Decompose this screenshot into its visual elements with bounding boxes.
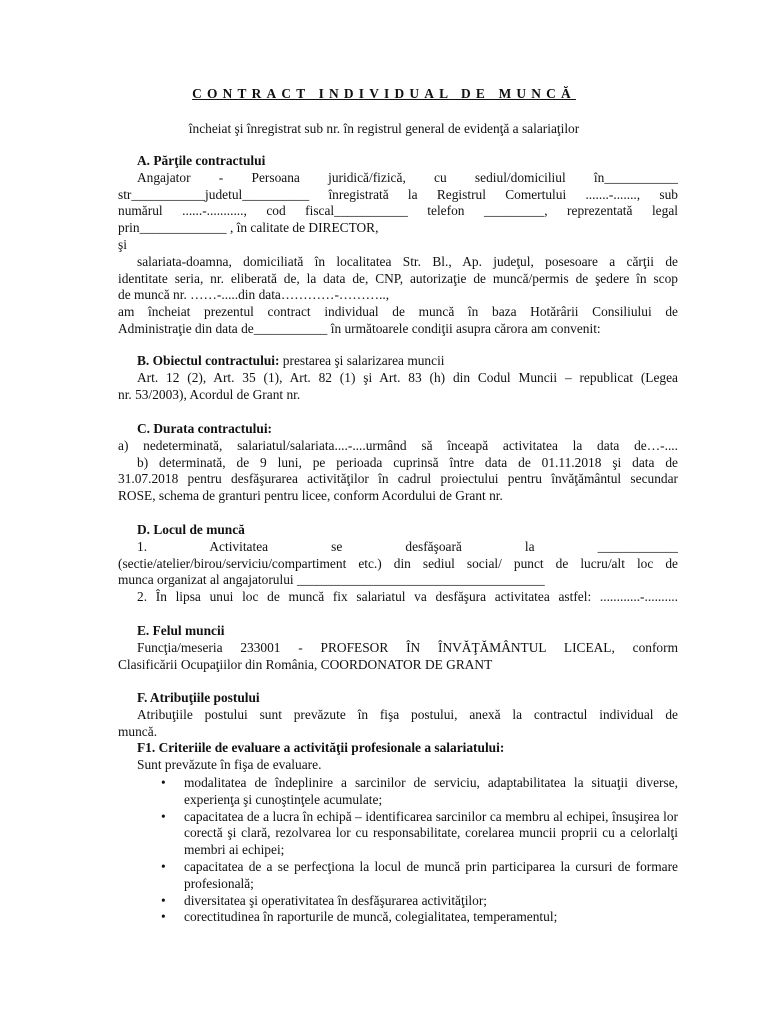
section-b (118, 353, 678, 403)
section-a-line: numărul ......-..........., cod fiscal___________ telefon _________, reprezentată legal (118, 203, 678, 219)
contract-title: CONTRACT INDIVIDUAL DE MUNCĂ (192, 86, 576, 101)
section-c-line-a: a) nedeterminată, salariatul/salariata....-....urmând să înceapă activitatea la data de…-.... (118, 437, 678, 453)
section-c-line-b: b) determinată, de 9 luni, pe perioada cuprinsă între data de 01.11.2018 şi data de (137, 454, 678, 470)
section-f-line: muncă. (118, 723, 158, 739)
f1-heading: F1. Criteriile de evaluare a activităţii profesionale a salariatului: (137, 740, 505, 756)
list-item: • capacitatea de a se perfecţiona la locul de muncă prin participarea la cursuri de formare profesională; (161, 859, 678, 893)
list-item: • capacitatea de a lucra în echipă – identificarea sarcinilor ca membru al echipei, însuşirea lor corectă şi clară, rezolvarea lor cu responsabilitate, corelarea muncii proprii cu a celorlalţi membri ai echipei; (161, 809, 678, 859)
section-b-line: nr. 53/2003), Acordul de Grant nr. (118, 386, 301, 402)
employee-line: Administraţie din data de___________ în următoarele condiţii asupra cărora am convenit: (118, 320, 601, 336)
section-e-heading: E. Felul muncii (137, 623, 225, 638)
section-b-heading-rest: prestarea şi salarizarea muncii (279, 353, 445, 368)
section-d-line: (sectie/atelier/birou/serviciu/compartiment etc.) din sediul social/ punct de lucru/alt loc de (118, 555, 678, 571)
section-b-heading: B. Obiectul contractului: (137, 353, 280, 368)
section-e (118, 623, 678, 673)
section-a-line: str___________judetul__________ înregistrată la Registrul Comertului .......-......., sub (118, 186, 678, 202)
section-c-line-b: ROSE, schema de granturi pentru licee, conform Acordului de Grant nr. (118, 488, 503, 504)
criteria-list (161, 775, 678, 926)
section-e-line: Funcţia/meseria 233001 - PROFESOR ÎN ÎNVĂŢĂMÂNTUL LICEAL, conform (137, 639, 678, 655)
section-c-line-b: 31.07.2018 pentru desfăşurarea activităţilor în cadrul proiectului pentru învăţământul secundar (118, 471, 678, 487)
section-d-line: 1. Activitatea se desfăşoară la ____________ (137, 538, 678, 554)
section-f-heading: F. Atribuţiile postului (137, 690, 260, 705)
contract-subtitle: încheiat şi înregistrat sub nr. în registrul general de evidenţă a salariaţilor (188, 121, 580, 136)
f1-intro: Sunt prevăzute în fişa de evaluare. (137, 757, 322, 773)
section-a-line: prin_____________ , în calitate de DIRECTOR, (118, 220, 379, 236)
list-item: • modalitatea de îndeplinire a sarcinilor de serviciu, adaptabilitatea la situaţii diverse, experienţa şi cunoştinţele acumulate; (161, 775, 678, 809)
section-a (118, 153, 678, 338)
list-item: • diversitatea şi operativitatea în desfăşurarea activităţilor; (161, 893, 678, 910)
section-f (118, 690, 678, 774)
employee-line: salariata-doamna, domiciliată în localitatea Str. Bl., Ap. judeţul, posesoare a cărţii de (137, 253, 678, 269)
section-d (118, 522, 678, 606)
section-c-heading: C. Durata contractului: (137, 421, 273, 436)
employee-line: de muncă nr. ……-.....din data…………-……….., (118, 287, 390, 303)
section-b-line: Art. 12 (2), Art. 35 (1), Art. 82 (1) şi Art. 83 (h) din Codul Muncii – republicat (Legea (137, 369, 678, 385)
section-a-heading: A. Părţile contractului (137, 153, 266, 168)
section-a-line: Angajator - Persoana juridică/fizică, cu sediul/domiciliul în___________ (137, 169, 678, 185)
section-d-line: 2. În lipsa unui loc de muncă fix salariatul va desfăşura activitatea astfel: ............-.......... (137, 589, 678, 605)
section-d-line: munca organizat al angajatorului _____________________________________ (118, 572, 545, 588)
section-f-line: Atribuţiile postului sunt prevăzute în fişa postului, anexă la contractul individual de (137, 706, 678, 722)
section-e-line: Clasificării Ocupaţiilor din România, COORDONATOR DE GRANT (118, 656, 493, 672)
employee-line: am încheiat prezentul contract individual de muncă în baza Hotărârii Consiliului de (118, 304, 678, 320)
section-a-line: şi (118, 236, 127, 252)
section-d-heading: D. Locul de muncă (137, 522, 245, 537)
employee-line: identitate seria, nr. eliberată de, la data de, CNP, autorizaţie de muncă/permis de şedere în scop (118, 270, 678, 286)
section-c (118, 421, 678, 505)
list-item: • corectitudinea în raporturile de muncă, colegialitatea, temperamentul; (161, 909, 678, 926)
